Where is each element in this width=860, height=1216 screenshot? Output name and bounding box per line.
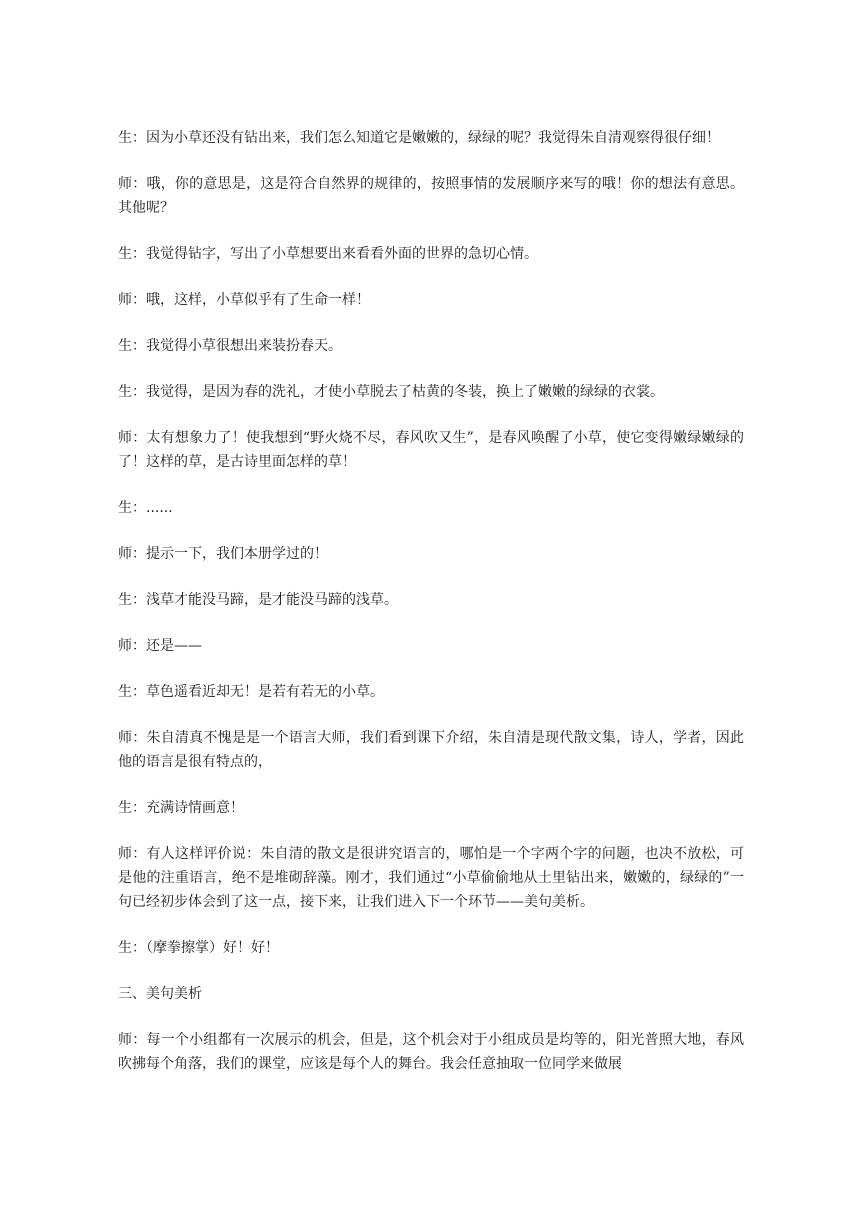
paragraph-student-zuan-word: 生：我觉得钻字，写出了小草想要出来看看外面的世界的急切心情。 [118, 246, 538, 262]
paragraph-teacher-also: 师：还是—— [118, 638, 202, 654]
paragraph-teacher-life: 师：哦，这样，小草似乎有了生命一样！ [118, 292, 370, 308]
paragraph-teacher-hint: 师：提示一下，我们本册学过的！ [118, 546, 328, 562]
paragraph-teacher-evaluation: 师：有人这样评价说：朱自清的散文是很讲究语言的，哪怕是一个字两个字的问题，也决不放松，可是他的注重语言，绝不是堆砌辞藻。刚才，我们通过“小草偷偷地从土里钻出来，嫩嫩的，绿绿的”一句已经初步体会到了这一点，接下来，让我们进入下一个环节——美句美析。 [118, 846, 744, 910]
paragraph-student-poetic: 生：充满诗情画意！ [118, 800, 244, 816]
paragraph-teacher-nature-law: 师：哦，你的意思是，这是符合自然界的规律的，按照事情的发展顺序来写的哦！你的想法有意思。其他呢？ [118, 176, 744, 216]
paragraph-student-grass-color: 生：草色遥看近却无！是若有若无的小草。 [118, 684, 384, 700]
document-page [118, 126, 744, 1076]
paragraph-student-shallow-grass: 生：浅草才能没马蹄，是才能没马蹄的浅草。 [118, 592, 398, 608]
paragraph-teacher-language-master: 师：朱自清真不愧是是一个语言大师，我们看到课下介绍，朱自清是现代散文集，诗人，学者，因此他的语言是很有特点的， [118, 730, 744, 770]
paragraph-teacher-imagination: 师：太有想象力了！使我想到“野火烧不尽，春风吹又生”，是春风唤醒了小草，使它变得嫩绿嫩绿的了！这样的草，是古诗里面怎样的草！ [118, 430, 744, 470]
paragraph-student-eager: 生：（摩拳擦掌）好！好！ [118, 940, 279, 956]
paragraph-student-decorate-spring: 生：我觉得小草很想出来装扮春天。 [118, 338, 342, 354]
paragraph-student-ellipsis: 生：...... [118, 500, 173, 516]
paragraph-teacher-showcase: 师：每一个小组都有一次展示的机会，但是，这个机会对于小组成员是均等的，阳光普照大地，春风吹拂每个角落，我们的课堂，应该是每个人的舞台。我会任意抽取一位同学来做展 [118, 1032, 744, 1072]
paragraph-student-spring-baptism: 生：我觉得，是因为春的洗礼，才使小草脱去了枯黄的冬装，换上了嫩嫩的绿绿的衣裳。 [118, 384, 664, 400]
paragraph-student-observation: 生：因为小草还没有钻出来，我们怎么知道它是嫩嫩的，绿绿的呢？我觉得朱自清观察得很仔细！ [118, 130, 720, 146]
section-heading: 三、美句美析 [118, 986, 202, 1002]
